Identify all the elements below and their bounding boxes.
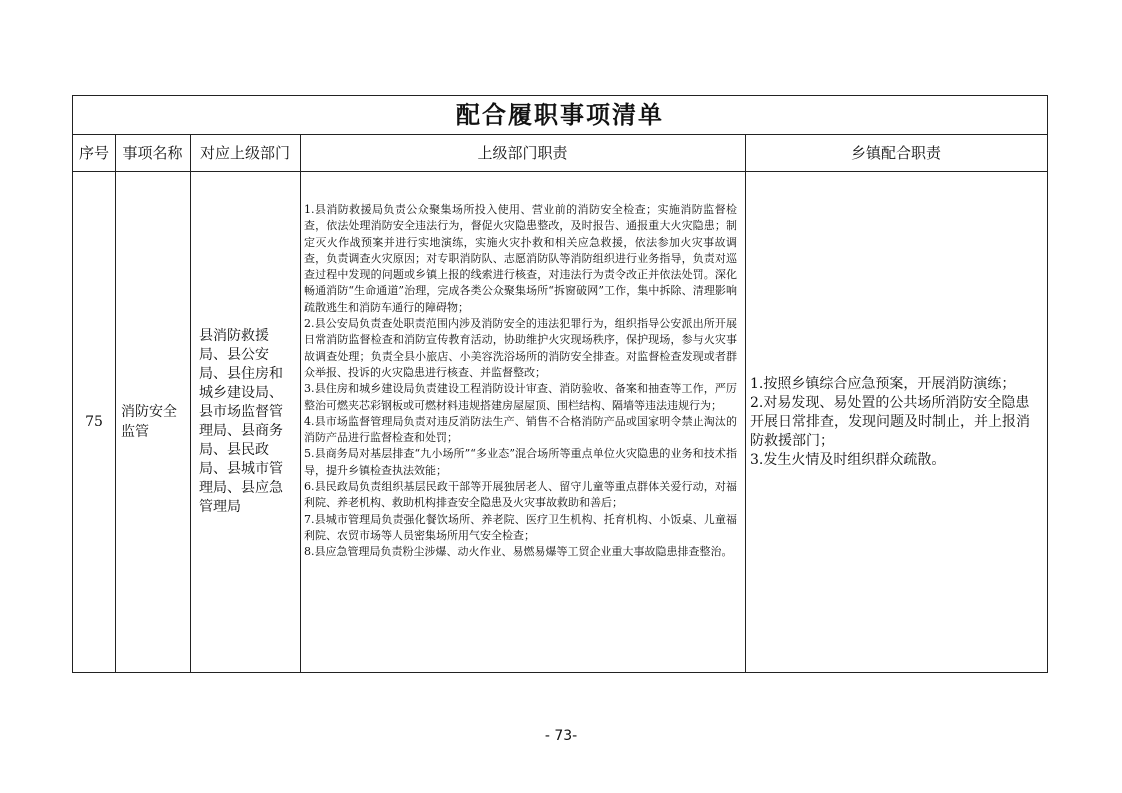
dept-list: 县消防救援局、县公安局、县住房和城乡建设局、县市场监督管理局、县商务局、县民政局、县城市管理局、县应急管理局 <box>199 328 283 515</box>
duty-cell <box>300 172 745 672</box>
duty-item: 7.县城市管理局负责强化餐饮场所、养老院、医疗卫生机构、托育机构、小饭桌、儿童福利院、农贸市场等人员密集场所用气安全检查； <box>304 512 737 542</box>
duty-item: 4.县市场监督管理局负责对违反消防法生产、销售不合格消防产品或国家明令禁止淘汰的消防产品进行监督检查和处罚； <box>304 414 737 445</box>
table-title: 配合履职事项清单 <box>73 96 1047 135</box>
town-duty-item: 2.对易发现、易处置的公共场所消防安全隐患开展日常排查，发现问题及时制止，并上报消防救援部门； <box>750 394 1030 449</box>
town-duty-item: 1.按照乡镇综合应急预案，开展消防演练； <box>750 375 1016 392</box>
page-number: - 73- <box>544 728 578 744</box>
item-name: 消防安全监管 <box>121 404 177 440</box>
header-dept: 对应上级部门 <box>190 134 300 172</box>
duty-item: 6.县民政局负责组织基层民政干部等开展独居老人、留守儿童等重点群体关爱行动，对福利院、养老机构、救助机构排查安全隐患及火灾事故救助和善后； <box>304 480 737 510</box>
duty-item: 1.县消防救援局负责公众聚集场所投入使用、营业前的消防安全检查；实施消防监督检查，依法处理消防安全违法行为，督促火灾隐患整改，及时报告、通报重大火灾隐患；制定灭火作战预案并进行实地演练，实施火灾扑救和相关应急救援，依法参加火灾事故调查，负责调查火灾原因；对专职消防队、志愿消防队等消防组织进行业务指导，负责对巡查过程中发现的问题或乡镇上报的线索进行核查，对违法行为责令改正并依法处罚。深化畅通消防“生命通道”治理，完成各类公众聚集场所“拆窗破网”工作，集中拆除、清理影响疏散逃生和消防车通行的障碍物； <box>304 203 737 314</box>
duty-item: 5.县商务局对基层排查“九小场所”“多业态”混合场所等重点单位火灾隐患的业务和技术指导，提升乡镇检查执法效能； <box>304 447 737 477</box>
duty-item: 3.县住房和城乡建设局负责建设工程消防设计审查、消防验收、备案和抽查等工作，严厉整治可燃夹芯彩钢板或可燃材料违规搭建房屋屋顶、围栏结构、隔墙等违法违规行为； <box>304 382 737 412</box>
duty-item: 2.县公安局负责查处职责范围内涉及消防安全的违法犯罪行为，组织指导公安派出所开展日常消防监督检查和消防宣传教育活动，协助维护火灾现场秩序，保护现场，参与火灾事故调查处理；负责全县小旅店、小美容洗浴场所的消防安全排查。对监督检查发现或者群众举报、投诉的火灾隐患进行核查、并监督整改； <box>304 317 737 379</box>
dept-cell <box>190 172 300 672</box>
town-duty-list <box>750 375 1041 470</box>
town-cell <box>745 172 1047 672</box>
duty-table <box>72 95 1048 673</box>
item-name-cell <box>115 172 190 672</box>
header-no: 序号 <box>73 134 115 172</box>
duty-item: 8.县应急管理局负责粉尘涉爆、动火作业、易燃易爆等工贸企业重大事故隐患排查整治。 <box>304 545 733 559</box>
header-town: 乡镇配合职责 <box>745 134 1047 172</box>
header-duty: 上级部门职责 <box>300 134 745 172</box>
header-name: 事项名称 <box>115 134 190 172</box>
town-duty-item: 3.发生火情及时组织群众疏散。 <box>750 451 946 468</box>
row-number-text: 75 <box>85 414 103 430</box>
row-number <box>73 172 115 672</box>
